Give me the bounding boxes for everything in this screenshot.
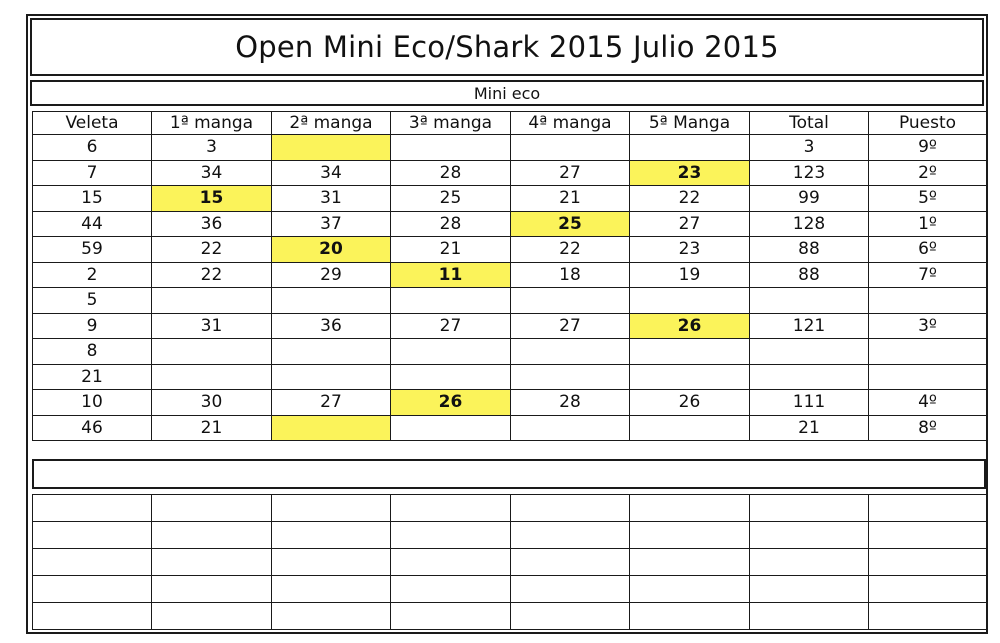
blank-cell [391,603,511,630]
score-cell: 34 [272,160,391,186]
score-cell: 88 [750,237,869,263]
score-cell: 4º [869,390,987,416]
score-cell: 25 [391,186,511,212]
score-cell [391,288,511,314]
sail-number-cell: 6 [33,135,152,161]
blank-cell [511,522,630,549]
blank-cell [33,603,152,630]
blank-cell [33,495,152,522]
score-cell: 21 [391,237,511,263]
score-cell [272,135,391,161]
score-cell [272,415,391,441]
score-cell: 123 [750,160,869,186]
score-cell: 36 [152,211,272,237]
score-cell [152,288,272,314]
score-cell: 9º [869,135,987,161]
score-cell: 23 [630,160,750,186]
score-cell: 29 [272,262,391,288]
blank-row [33,603,987,630]
blank-cell [33,576,152,603]
score-cell: 27 [391,313,511,339]
sail-number-cell: 15 [33,186,152,212]
score-cell: 3 [152,135,272,161]
sail-number-cell: 7 [33,160,152,186]
score-cell: 3º [869,313,987,339]
table-row [33,364,987,390]
blank-cell [33,549,152,576]
score-cell: 27 [511,160,630,186]
table-row [33,288,987,314]
score-cell [869,364,987,390]
blank-cell [869,549,987,576]
column-header: Veleta [33,112,152,135]
column-header: 2ª manga [272,112,391,135]
score-cell [511,288,630,314]
score-cell [750,288,869,314]
blank-cell [869,495,987,522]
score-cell [272,364,391,390]
blank-cell [272,576,391,603]
score-cell: 21 [750,415,869,441]
blank-cell [750,495,869,522]
blank-cell [630,522,750,549]
score-cell [391,364,511,390]
blank-cell [272,522,391,549]
sail-number-cell: 9 [33,313,152,339]
table-row [33,415,987,441]
blank-row [33,495,987,522]
sail-number-cell: 10 [33,390,152,416]
blank-cell [750,522,869,549]
score-cell: 31 [152,313,272,339]
score-cell: 31 [272,186,391,212]
score-cell: 28 [511,390,630,416]
score-cell: 26 [630,313,750,339]
sail-number-cell: 8 [33,339,152,365]
table-row [33,262,987,288]
score-cell: 15 [152,186,272,212]
blank-table [32,494,987,630]
score-cell: 36 [272,313,391,339]
blank-cell [511,603,630,630]
score-cell: 28 [391,160,511,186]
score-cell: 18 [511,262,630,288]
score-cell [272,288,391,314]
sail-number-cell: 5 [33,288,152,314]
table-header-row [33,112,987,135]
blank-cell [152,549,272,576]
score-cell [630,415,750,441]
blank-cell [630,549,750,576]
score-cell: 22 [511,237,630,263]
blank-cell [511,549,630,576]
score-cell [750,364,869,390]
sail-number-cell: 59 [33,237,152,263]
score-cell [630,339,750,365]
score-cell: 26 [391,390,511,416]
column-header: Puesto [869,112,987,135]
class-subtitle: Mini eco [30,80,984,106]
score-cell [750,339,869,365]
separator-row [32,459,986,489]
blank-cell [630,603,750,630]
score-cell: 7º [869,262,987,288]
blank-cell [272,603,391,630]
score-cell: 5º [869,186,987,212]
score-cell: 28 [391,211,511,237]
score-cell: 11 [391,262,511,288]
blank-cell [750,549,869,576]
score-cell: 27 [272,390,391,416]
table-row [33,186,987,212]
score-cell: 99 [750,186,869,212]
score-cell: 6º [869,237,987,263]
score-cell [869,288,987,314]
score-cell: 27 [511,313,630,339]
score-cell: 21 [511,186,630,212]
column-header: Total [750,112,869,135]
score-cell [511,415,630,441]
score-cell: 37 [272,211,391,237]
results-table [32,111,987,441]
blank-cell [869,576,987,603]
blank-cell [152,576,272,603]
score-cell [152,364,272,390]
score-cell: 128 [750,211,869,237]
column-header: 3ª manga [391,112,511,135]
score-cell: 88 [750,262,869,288]
score-cell: 23 [630,237,750,263]
table-row [33,160,987,186]
score-cell [272,339,391,365]
blank-row [33,576,987,603]
score-cell: 3 [750,135,869,161]
sail-number-cell: 21 [33,364,152,390]
sail-number-cell: 2 [33,262,152,288]
score-cell: 22 [630,186,750,212]
score-cell [630,288,750,314]
blank-cell [869,603,987,630]
blank-cell [391,495,511,522]
blank-cell [750,603,869,630]
score-cell [391,339,511,365]
column-header: 5ª Manga [630,112,750,135]
score-cell [511,339,630,365]
blank-cell [391,576,511,603]
score-cell: 111 [750,390,869,416]
column-header: 1ª manga [152,112,272,135]
blank-cell [630,576,750,603]
score-cell [630,364,750,390]
sail-number-cell: 46 [33,415,152,441]
score-cell: 30 [152,390,272,416]
score-cell: 19 [630,262,750,288]
score-cell: 21 [152,415,272,441]
table-row [33,135,987,161]
blank-cell [391,522,511,549]
blank-row [33,522,987,549]
table-row [33,313,987,339]
blank-cell [630,495,750,522]
score-cell [152,339,272,365]
score-cell: 8º [869,415,987,441]
score-cell: 1º [869,211,987,237]
blank-row [33,549,987,576]
score-cell [391,135,511,161]
blank-cell [511,495,630,522]
column-header: 4ª manga [511,112,630,135]
blank-cell [152,522,272,549]
page-title: Open Mini Eco/Shark 2015 Julio 2015 [30,18,984,76]
score-cell [630,135,750,161]
blank-cell [511,576,630,603]
table-row [33,211,987,237]
score-cell: 121 [750,313,869,339]
sail-number-cell: 44 [33,211,152,237]
score-cell: 2º [869,160,987,186]
table-row [33,339,987,365]
table-row [33,390,987,416]
blank-cell [869,522,987,549]
score-cell: 25 [511,211,630,237]
blank-cell [33,522,152,549]
blank-cell [152,603,272,630]
blank-cell [750,576,869,603]
score-cell: 34 [152,160,272,186]
score-cell [869,339,987,365]
score-cell: 22 [152,237,272,263]
score-cell: 22 [152,262,272,288]
score-cell [511,364,630,390]
score-cell: 20 [272,237,391,263]
blank-cell [272,495,391,522]
score-cell: 26 [630,390,750,416]
blank-cell [152,495,272,522]
blank-cell [391,549,511,576]
score-cell [391,415,511,441]
table-row [33,237,987,263]
score-cell: 27 [630,211,750,237]
score-cell [511,135,630,161]
blank-cell [272,549,391,576]
results-sheet [26,14,988,634]
